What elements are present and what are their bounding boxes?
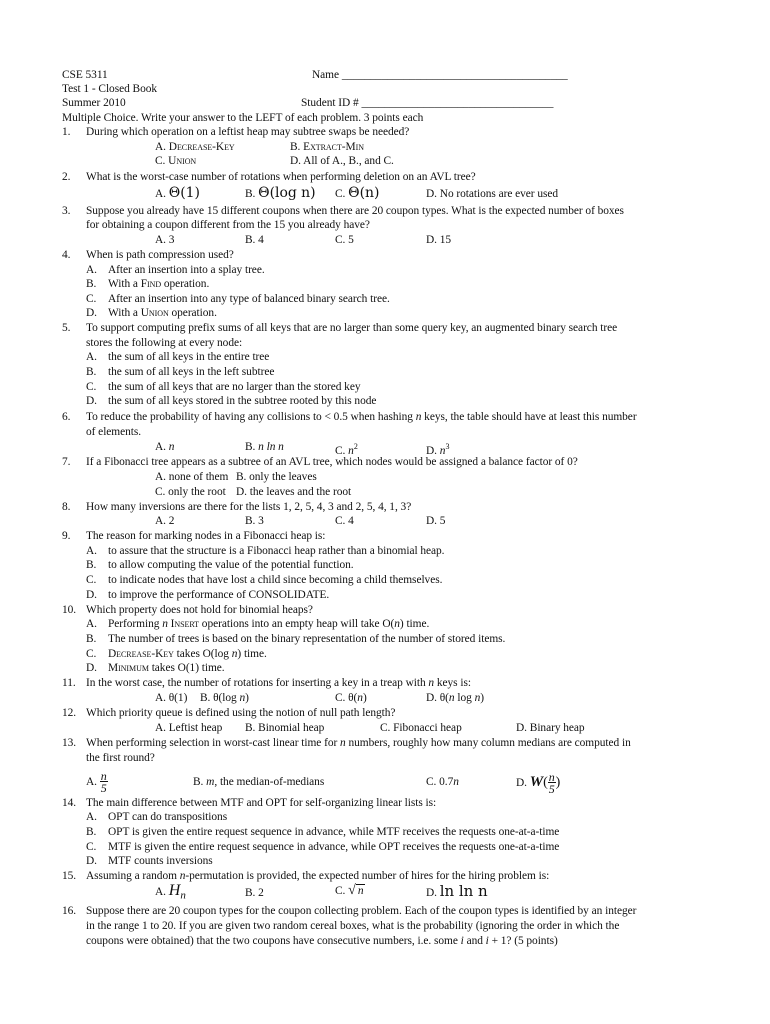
question-10-option-c-letter: C.	[86, 648, 97, 660]
question-2-option-d: D. No rotations are ever used	[426, 188, 559, 200]
question-14-option-c: MTF is given the entire request sequence in advance, while OPT receives the requests one-at-a-time	[108, 841, 560, 853]
question-6-option-a: A. n	[155, 441, 175, 453]
question-5-option-c-letter: C.	[86, 381, 97, 393]
question-4-option-a: After an insertion into a splay tree.	[108, 264, 265, 276]
question-8-option-c: C. 4	[335, 515, 354, 527]
question-8-option-a: A. 2	[155, 515, 175, 527]
question-12-option-a: A. Leftist heap	[155, 722, 223, 734]
question-5-option-d: the sum of all keys stored in the subtree rooted by this node	[108, 395, 377, 407]
question-5-number: 5.	[62, 322, 71, 334]
question-11-option-c: C. θ(n)	[335, 692, 367, 704]
question-10-option-d-letter: D.	[86, 662, 97, 674]
question-7-option-a: A. none of them	[155, 471, 229, 483]
question-1-option-a: A. Decrease-Key	[155, 141, 235, 153]
question-12-option-b: B. Binomial heap	[245, 722, 325, 734]
question-10-option-c: Decrease-Key takes O(log n) time.	[108, 648, 267, 660]
question-4-option-d-letter: D.	[86, 307, 97, 319]
question-2-option-a: A. Θ(1)	[155, 185, 200, 201]
question-1-option-c: C. Union	[155, 155, 197, 167]
question-6-option-c: C. $n^2$	[335, 442, 358, 457]
question-16-number: 16.	[62, 905, 77, 917]
question-8-number: 8.	[62, 501, 71, 513]
question-14-option-b-letter: B.	[86, 826, 97, 838]
question-16-text-line-1: Suppose there are 20 coupon types for the coupon collecting problem. Each of the coupon types is identified by an integer	[86, 905, 637, 917]
question-16-text-line-2: in the range 1 to 20. If you are given two random cereal boxes, what is the probability (ignoring the order in which the	[86, 920, 620, 932]
question-3-number: 3.	[62, 205, 71, 217]
question-2-number: 2.	[62, 171, 71, 183]
course-code: CSE 5311	[62, 69, 108, 81]
question-15-number: 15.	[62, 870, 77, 882]
question-4-option-c: After an insertion into any type of balanced binary search tree.	[108, 293, 390, 305]
question-9-number: 9.	[62, 530, 71, 542]
question-6-text-line-2: of elements.	[86, 426, 142, 438]
question-5-option-d-letter: D.	[86, 395, 97, 407]
question-5-option-c: the sum of all keys that are no larger than the stored key	[108, 381, 361, 393]
question-14-number: 14.	[62, 797, 77, 809]
question-7-number: 7.	[62, 456, 71, 468]
question-5-text-line-1: To support computing prefix sums of all keys that are no larger than some query key, an augmented binary search tree	[86, 322, 618, 334]
question-6-option-d: D. $n^3$	[426, 442, 450, 457]
question-3-option-a: A. 3	[155, 234, 175, 246]
question-1-text: During which operation on a leftist heap may subtree swaps be needed?	[86, 126, 410, 138]
question-1-number: 1.	[62, 126, 71, 138]
question-3-text-line-2: for obtaining a coupon different from the 15 you already have?	[86, 219, 370, 231]
question-14-option-a-letter: A.	[86, 811, 97, 823]
question-15-option-d: D. ln ln n	[426, 882, 488, 900]
question-11-option-a: A. θ(1)	[155, 692, 188, 704]
question-14-option-d-letter: D.	[86, 855, 97, 867]
question-13-text-line-2: the first round?	[86, 752, 155, 764]
question-3-option-d: D. 15	[426, 234, 452, 246]
question-5-option-a: the sum of all keys in the entire tree	[108, 351, 270, 363]
question-2-text: What is the worst-case number of rotations when performing deletion on an AVL tree?	[86, 171, 476, 183]
question-9-option-d-letter: D.	[86, 589, 97, 601]
question-15-text: Assuming a random n-permutation is provided, the expected number of hires for the hiring problem is:	[86, 870, 550, 882]
question-2-option-c: C. Θ(n)	[335, 185, 380, 201]
question-3-option-b: B. 4	[245, 234, 264, 246]
question-9-option-a: to assure that the structure is a Fibonacci heap rather than a binomial heap.	[108, 545, 445, 557]
question-13-option-d: D. W( $\frac{n}{5}$ )	[516, 770, 561, 797]
question-14-text: The main difference between MTF and OPT for self-organizing linear lists is:	[86, 797, 437, 809]
question-6-option-b: B. n ln n	[245, 441, 284, 453]
question-2-option-b: B. Θ(log n)	[245, 185, 316, 201]
question-3-text-line-1: Suppose you already have 15 different coupons when there are 20 coupon types. What is the expected number of boxes	[86, 205, 624, 217]
question-10-text: Which property does not hold for binomial heaps?	[86, 604, 313, 616]
question-12-number: 12.	[62, 707, 77, 719]
question-13-text-line-1: When performing selection in worst-cast linear time for n numbers, roughly how many column medians are computed in	[86, 737, 631, 749]
student-id-field: Student ID # __________________________________	[301, 97, 554, 109]
question-15-option-a: A. $H_n$	[155, 882, 186, 902]
question-12-text: Which priority queue is defined using the notion of null path length?	[86, 707, 396, 719]
question-13-option-a: A. $\frac{n}{5}$	[86, 769, 107, 796]
question-4-text: When is path compression used?	[86, 249, 234, 261]
square-root: √ n	[348, 883, 364, 898]
question-10-option-b-letter: B.	[86, 633, 97, 645]
question-10-option-b: The number of trees is based on the binary representation of the number of stored items.	[108, 633, 506, 645]
question-14-option-a: OPT can do transpositions	[108, 811, 228, 823]
question-8-text: How many inversions are there for the lists 1, 2, 5, 4, 3 and 2, 5, 4, 1, 3?	[86, 501, 412, 513]
question-14-option-d: MTF counts inversions	[108, 855, 213, 867]
question-15-option-b: B. 2	[245, 887, 264, 899]
question-8-option-d: D. 5	[426, 515, 446, 527]
question-13-option-c: C. 0.7n	[426, 776, 459, 788]
question-5-option-b: the sum of all keys in the left subtree	[108, 366, 275, 378]
question-5-text-line-2: stores the following at every node:	[86, 337, 243, 349]
question-9-option-d: to improve the performance of CONSOLIDATE.	[108, 589, 330, 601]
question-9-option-a-letter: A.	[86, 545, 97, 557]
question-14-option-c-letter: C.	[86, 841, 97, 853]
question-4-number: 4.	[62, 249, 71, 261]
question-4-option-b-letter: B.	[86, 278, 97, 290]
question-4-option-c-letter: C.	[86, 293, 97, 305]
question-8-option-b: B. 3	[245, 515, 264, 527]
question-6-number: 6.	[62, 411, 71, 423]
question-10-number: 10.	[62, 604, 77, 616]
question-10-option-a-letter: A.	[86, 618, 97, 630]
question-11-option-d: D. θ(n log n)	[426, 692, 484, 704]
question-12-option-d: D. Binary heap	[516, 722, 585, 734]
question-13-number: 13.	[62, 737, 77, 749]
question-14-option-b: OPT is given the entire request sequence in advance, while MTF receives the requests one-at-a-time	[108, 826, 560, 838]
question-6-text-line-1: To reduce the probability of having any collisions to < 0.5 when hashing n keys, the table should have at least this number	[86, 411, 637, 423]
question-15-option-c: C. √ n	[335, 883, 364, 898]
question-9-option-b-letter: B.	[86, 559, 97, 571]
question-10-option-d: Minimum takes O(1) time.	[108, 662, 225, 674]
question-9-option-c: to indicate nodes that have lost a child since becoming a child themselves.	[108, 574, 443, 586]
question-1-option-b: B. Extract-Min	[290, 141, 364, 153]
question-7-option-d: D. the leaves and the root	[236, 486, 352, 498]
term: Summer 2010	[62, 97, 126, 109]
question-11-number: 11.	[62, 677, 76, 689]
instructions: Multiple Choice. Write your answer to the LEFT of each problem. 3 points each	[62, 112, 424, 124]
fraction-n-over-5: $\frac{n}{5}$	[548, 770, 555, 797]
question-7-option-c: C. only the root	[155, 486, 226, 498]
question-9-option-b: to allow computing the value of the potential function.	[108, 559, 354, 571]
question-11-option-b: B. θ(log n)	[200, 692, 249, 704]
question-7-text: If a Fibonacci tree appears as a subtree of an AVL tree, which nodes would be assigned a balance factor of 0?	[86, 456, 578, 468]
question-5-option-a-letter: A.	[86, 351, 97, 363]
question-11-text: In the worst case, the number of rotations for inserting a key in a treap with n keys is:	[86, 677, 471, 689]
question-12-option-c: C. Fibonacci heap	[380, 722, 462, 734]
question-9-text: The reason for marking nodes in a Fibonacci heap is:	[86, 530, 326, 542]
question-9-option-c-letter: C.	[86, 574, 97, 586]
fraction-n-over-5: $\frac{n}{5}$	[100, 769, 107, 796]
question-5-option-b-letter: B.	[86, 366, 97, 378]
question-4-option-a-letter: A.	[86, 264, 97, 276]
name-field: Name ________________________________________	[312, 69, 568, 81]
question-10-option-a: Performing n Insert operations into an empty heap will take O(n) time.	[108, 618, 430, 630]
test-title: Test 1 - Closed Book	[62, 83, 158, 95]
question-4-option-d: With a Union operation.	[108, 307, 217, 319]
question-1-option-d: D. All of A., B., and C.	[290, 155, 394, 167]
question-7-option-b: B. only the leaves	[236, 471, 317, 483]
question-4-option-b: With a Find operation.	[108, 278, 210, 290]
question-13-option-b: B. m, the median-of-medians	[193, 776, 325, 788]
question-3-option-c: C. 5	[335, 234, 354, 246]
question-16-text-line-3: coupons were obtained) that the two coupons have consecutive numbers, i.e. some i and i + 1? (5 points)	[86, 935, 558, 947]
